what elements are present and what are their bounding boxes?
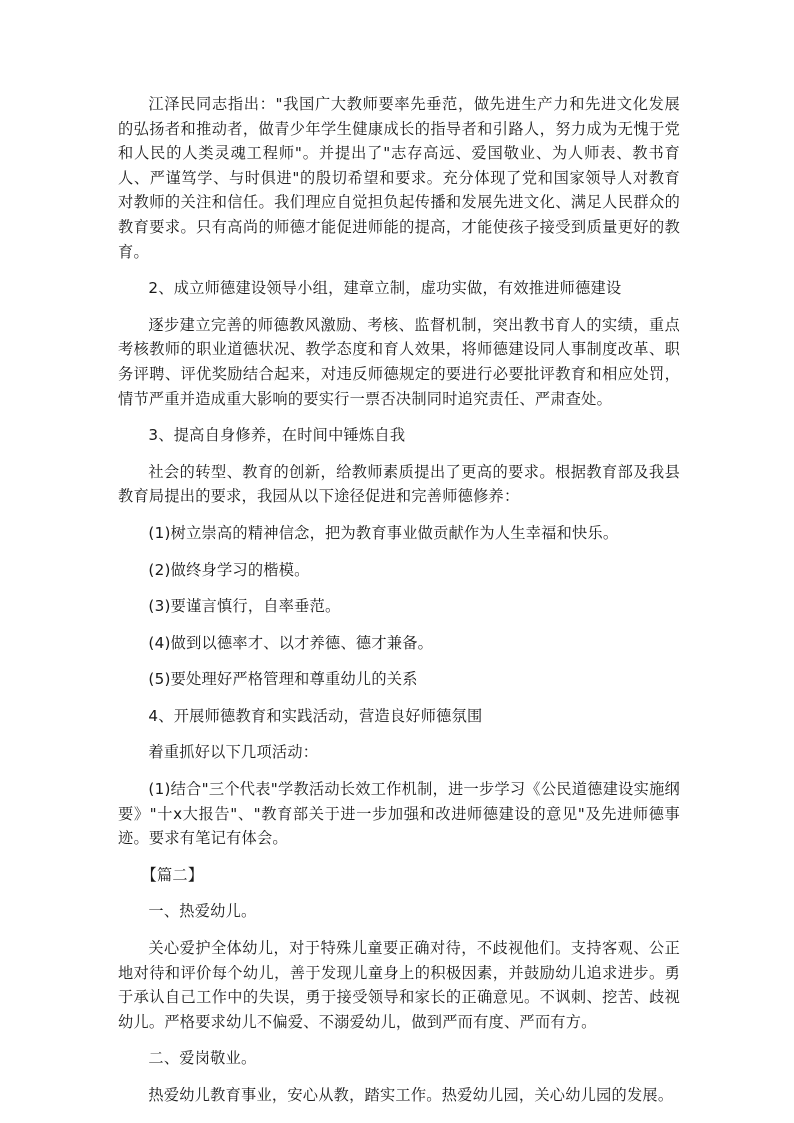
paragraph-requirements: 社会的转型、教育的创新，给教师素质提出了更高的要求。根据教育部及我县教育局提出的要求，我园从以下途径促进和完善师德修养： [118, 462, 680, 506]
heading-love-children: 一、热爱幼儿。 [148, 902, 257, 921]
list-item-3: (3)要谨言慎行，自率垂范。 [148, 597, 341, 616]
section-heading-2: 2、成立师德建设领导小组，建章立制，虚功实做，有效推进师德建设 [148, 279, 622, 298]
part-two-heading: 【篇二】 [141, 865, 204, 884]
paragraph-activities-intro: 着重抓好以下几项活动： [148, 743, 319, 762]
heading-dedication: 二、爱岗敬业。 [148, 1049, 257, 1068]
section-heading-3: 3、提高自身修养，在时间中锤炼自我 [148, 426, 406, 445]
list-item-2: (2)做终身学习的楷模。 [148, 560, 310, 579]
paragraph-mechanism: 逐步建立完善的师德教风激励、考核、监督机制，突出教书育人的实绩，重点考核教师的职业道德状况、教学态度和育人效果，将师德建设同人事制度改革、职务评聘、评优奖励结合起来，对违反师德规定的要进行必要批评教育和相应处罚，情节严重并造成重大影响的要实行一票否决制同时追究责任、严肃查处。 [118, 315, 680, 408]
list-item-1: (1)树立崇高的精神信念，把为教育事业做贡献作为人生幸福和快乐。 [148, 523, 619, 542]
section-heading-4: 4、开展师德教育和实践活动，营造良好师德氛围 [148, 706, 483, 725]
activity-item-1: (1)结合"三个代表"学教活动长效工作机制，进一步学习《公民道德建设实施纲要》"十x大报告"、"教育部关于进一步加强和改进师德建设的意见"及先进师德事迹。要求有笔记有体会。 [118, 780, 680, 848]
paragraph-love-children: 关心爱护全体幼儿，对于特殊儿童要正确对待，不歧视他们。支持客观、公正地对待和评价每个幼儿，善于发现儿童身上的积极因素，并鼓励幼儿追求进步。勇于承认自己工作中的失误，勇于接受领导和家长的正确意见。不讽刺、挖苦、歧视幼儿。严格要求幼儿不偏爱、不溺爱幼儿，做到严而有度、严而有方。 [118, 939, 680, 1031]
list-item-5: (5)要处理好严格管理和尊重幼儿的关系 [148, 670, 418, 689]
paragraph-jiang-quote: 江泽民同志指出："我国广大教师要率先垂范，做先进生产力和先进文化发展的弘扬者和推动者，做青少年学生健康成长的指导者和引路人，努力成为无愧于党和人民的人类灵魂工程师"。并提出了"志存高远、爱国敬业、为人师表、教书育人、严谨笃学、与时俱进"的殷切希望和要求。充分体现了党和国家领导人对教育对教师的关注和信任。我们理应自觉担负起传播和发展先进文化、满足人民群众的教育要求。只有高尚的师德才能促进师能的提高，才能使孩子接受到质量更好的教育。 [118, 95, 680, 261]
paragraph-dedication: 热爱幼儿教育事业，安心从教，踏实工作。热爱幼儿园，关心幼儿园的发展。 [148, 1086, 674, 1104]
list-item-4: (4)做到以德率才、以才养德、德才兼备。 [148, 633, 434, 652]
document-body [118, 92, 680, 1120]
